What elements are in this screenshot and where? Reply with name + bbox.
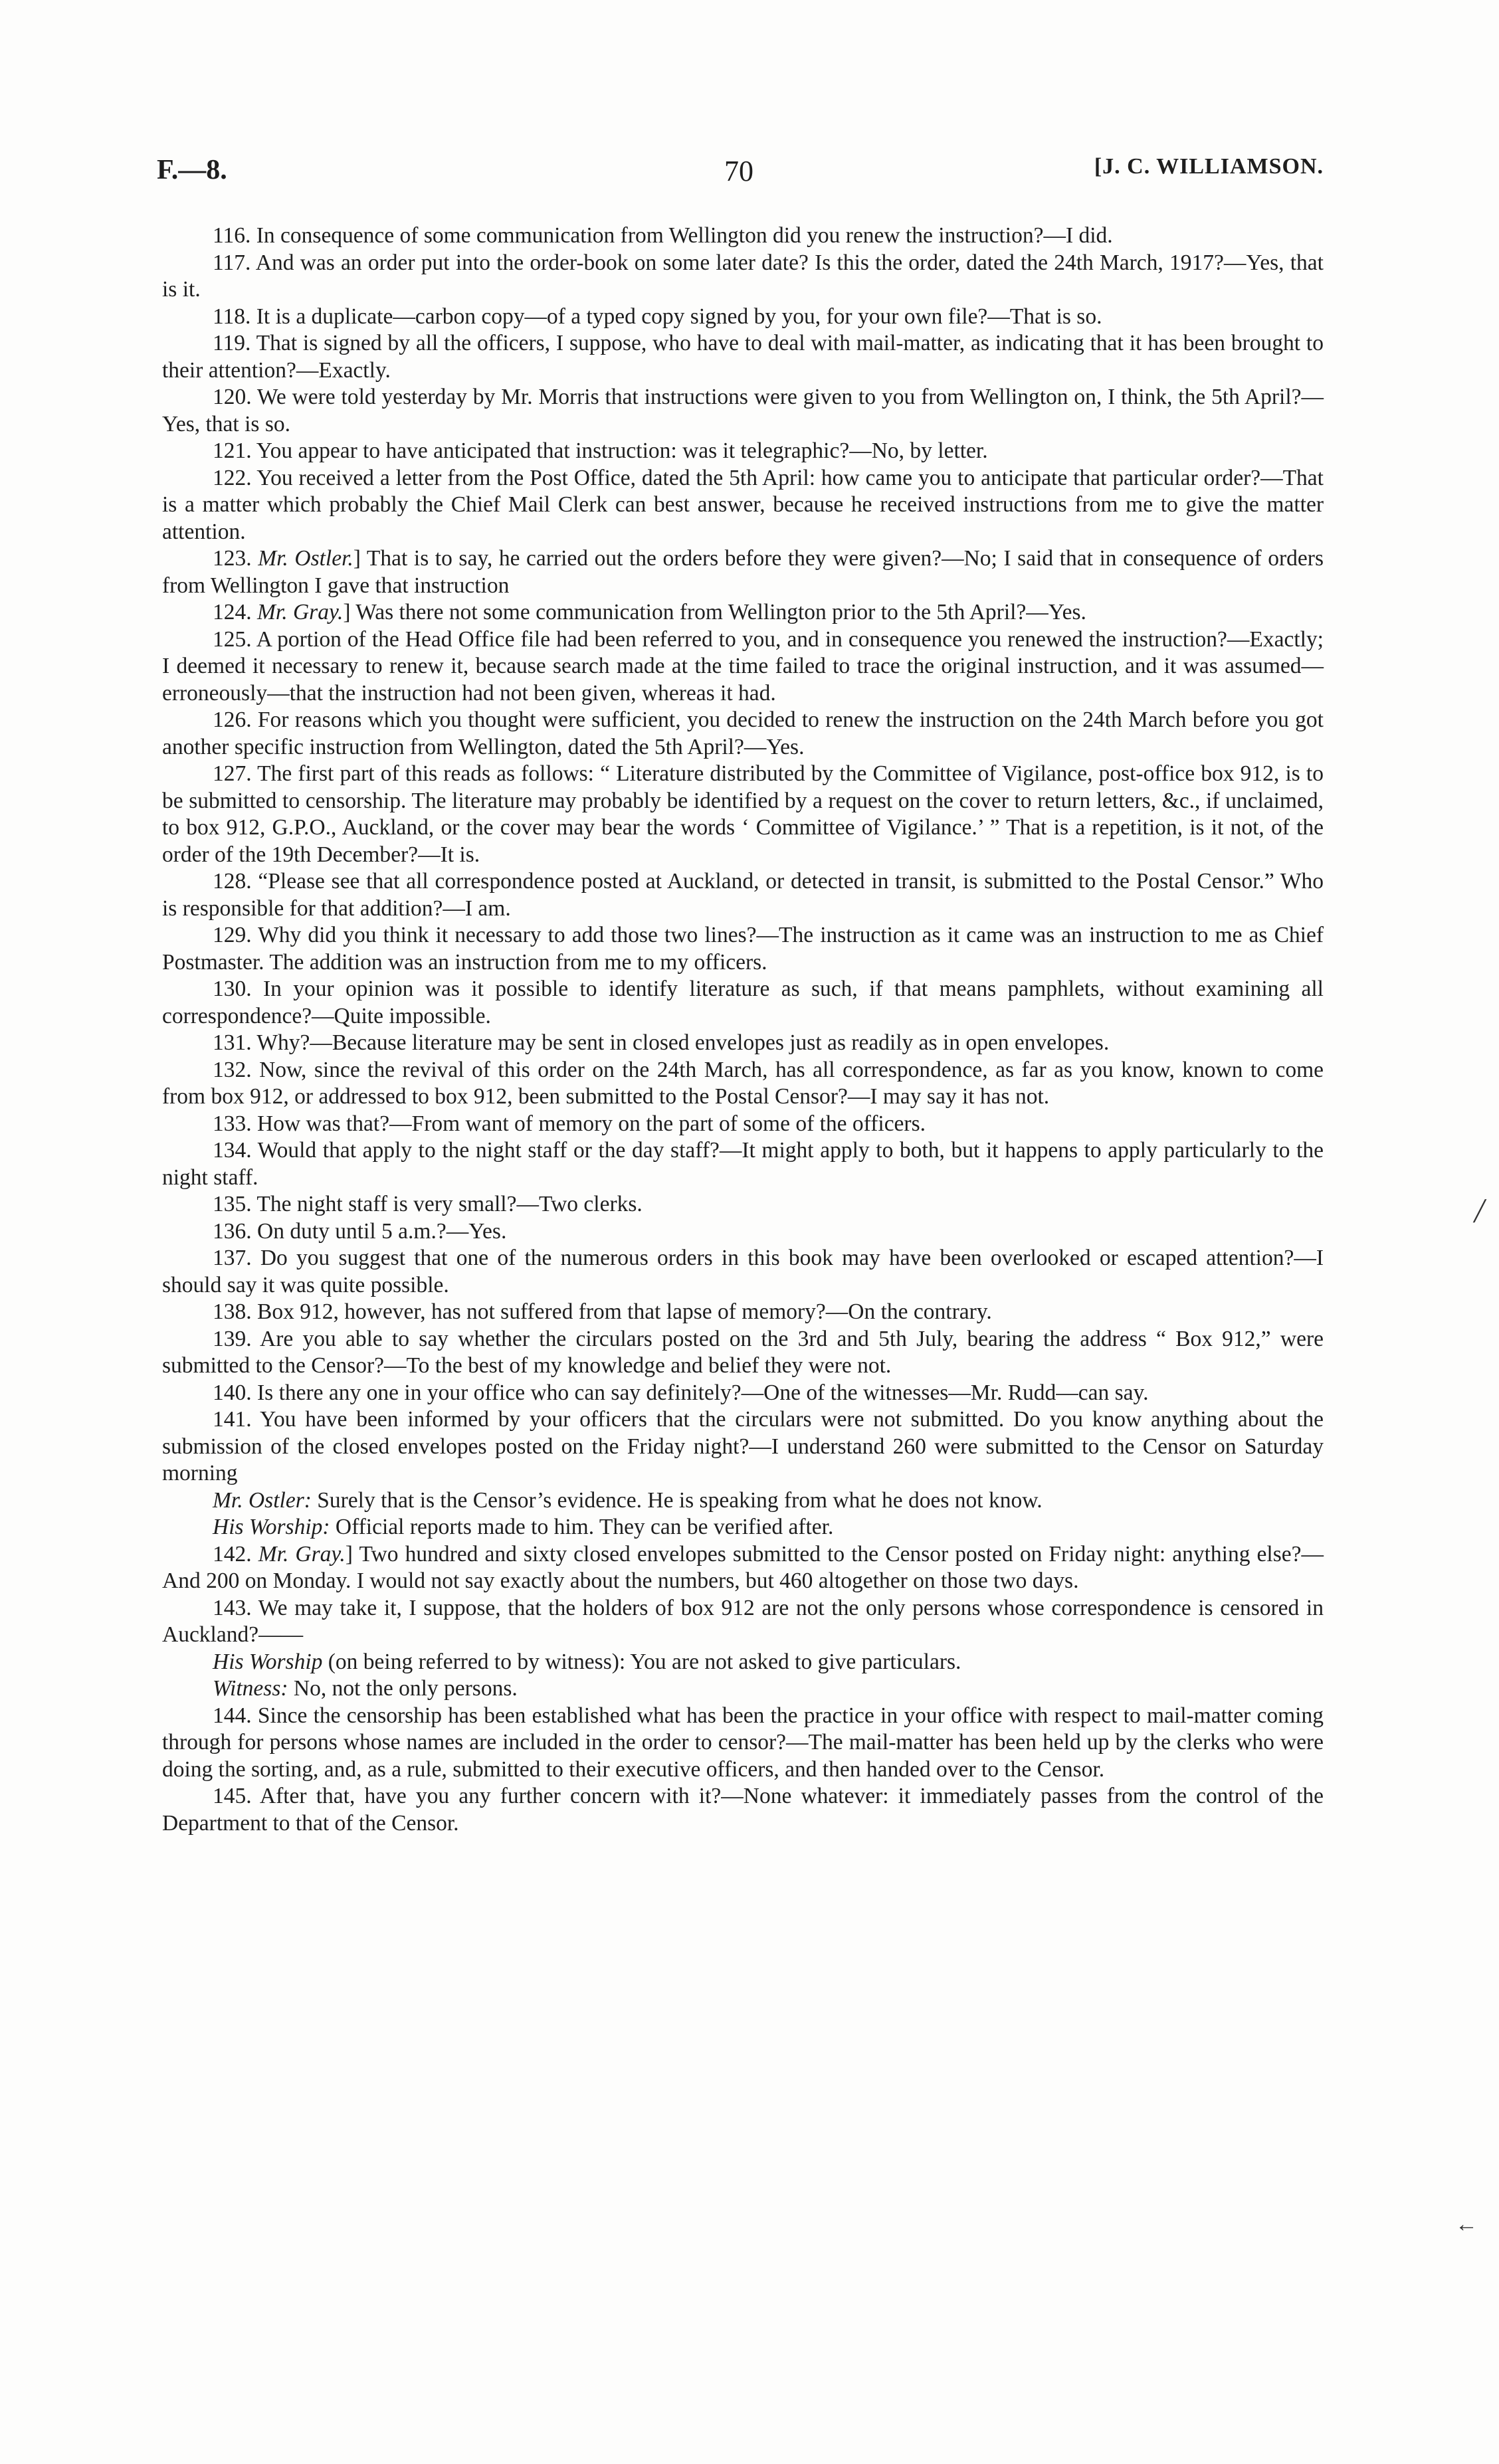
paragraph-124: 124. Mr. Gray.] Was there not some communication from Wellington prior to the 5th April?—Yes. [213, 600, 1086, 624]
paragraph-135: 135. The night staff is very small?—Two clerks. [213, 1192, 643, 1216]
interjection-ostler: Mr. Ostler: Surely that is the Censor’s evidence. He is speaking from what he does not know. [213, 1487, 1043, 1513]
paragraph-144: 144. Since the censorship has been established what has been the practice in your office with respect to mail-matter coming through for persons whose names are included in the order to censor?—The mail-matter has been held up by the clerks who were doing the sorting, and, as a rule, submitted to their executive officers, and then handed over to the Censor. [162, 1703, 1324, 1782]
paragraph-141: 141. You have been informed by your officers that the circulars were not submitted. Do you know anything about the submission of the closed envelopes posted on the Friday night?—I understand 260 were submitted to the Censor on Saturday morning [162, 1407, 1324, 1485]
paragraph-137: 137. Do you suggest that one of the numerous orders in this book may have been overlooked or escaped attention?—I should say it was quite possible. [162, 1246, 1324, 1297]
header-document-ref: F.—8. [157, 155, 227, 185]
paragraph-142: 142. Mr. Gray.] Two hundred and sixty closed envelopes submitted to the Censor posted on Friday night: anything else?—And 200 on Monday. I would not say exactly about the numbers, but 460 altogether on those two days. [162, 1541, 1324, 1593]
speaker-label: His Worship: [213, 1515, 330, 1539]
speaker-label: His Worship [213, 1649, 323, 1674]
paragraph-138: 138. Box 912, however, has not suffered from that lapse of memory?—On the contrary. [213, 1299, 992, 1324]
header-page-number: 70 [724, 155, 753, 187]
speaker-label: Witness: [213, 1676, 288, 1701]
paragraph-128: 128. “Please see that all correspondence posted at Auckland, or detected in transit, is submitted to the Postal Censor.” Who is responsible for that addition?—I am. [162, 869, 1324, 921]
speaker-label: Mr. Gray. [258, 1541, 346, 1566]
paragraph-132: 132. Now, since the revival of this order on the 24th March, has all correspondence, as far as you know, known to come from box 912, or addressed to box 912, been submitted to the Postal Censor?—I may say it has not. [162, 1057, 1324, 1109]
paragraph-121: 121. You appear to have anticipated that instruction: was it telegraphic?—No, by letter. [213, 438, 988, 463]
paragraph-116: 116. In consequence of some communication from Wellington did you renew the instruction?—I did. [213, 223, 1113, 248]
page-header [154, 154, 1324, 194]
document-body [162, 223, 1324, 1837]
interjection-witness: Witness: No, not the only persons. [213, 1676, 518, 1701]
paragraph-127: 127. The first part of this reads as follows: “ Literature distributed by the Committee of Vigilance, post-office box 912, is to be submitted to censorship. The literature may probably be identified by a request on the cover to return letters, &c., if unclaimed, to box 912, G.P.O., Auckland, or the cover may bear the words ‘ Committee of Vigilance.’ ” That is a repetition, is it not, of the order of the 19th December?—It is. [162, 761, 1324, 867]
paragraph-130: 130. In your opinion was it possible to identify literature as such, if that means pamphlets, without examining all correspondence?—Quite impossible. [162, 977, 1324, 1028]
speaker-label: Mr. Gray. [257, 600, 344, 624]
paragraph-139: 139. Are you able to say whether the circulars posted on the 3rd and 5th July, bearing the address “ Box 912,” were submitted to the Censor?—To the best of my knowledge and belief they were not. [162, 1326, 1324, 1378]
paragraph-119: 119. That is signed by all the officers, I suppose, who have to deal with mail-matter, as indicating that it has been brought to their attention?—Exactly. [162, 331, 1324, 383]
interjection-his-worship: His Worship: Official reports made to him. They can be verified after. [213, 1515, 834, 1539]
paragraph-125: 125. A portion of the Head Office file had been referred to you, and in consequence you renewed the instruction?—Exactly; I deemed it necessary to renew it, because search made at the time failed to trace the original instruction, and it was assumed—erroneously—that the instruction had not been given, whereas it had. [162, 626, 1324, 706]
paragraph-126: 126. For reasons which you thought were sufficient, you decided to renew the instruction on the 24th March before you got another specific instruction from Wellington, dated the 5th April?—Yes. [162, 708, 1324, 759]
paragraph-123: 123. Mr. Ostler.] That is to say, he carried out the orders before they were given?—No; I said that in consequence of orders from Wellington I gave that instruction [162, 546, 1324, 598]
interjection-his-worship-2: His Worship (on being referred to by witness): You are not asked to give particulars. [213, 1649, 961, 1674]
paragraph-136: 136. On duty until 5 a.m.?—Yes. [213, 1218, 507, 1244]
paragraph-122: 122. You received a letter from the Post Office, dated the 5th April: how came you to anticipate that particular order?—That is a matter which probably the Chief Mail Clerk can best answer, because he received instructions from me to give the matter attention. [162, 465, 1324, 544]
paragraph-129: 129. Why did you think it necessary to add those two lines?—The instruction as it came was an instruction to me as Chief Postmaster. The addition was an instruction from me to my officers. [162, 923, 1324, 975]
paragraph-143: 143. We may take it, I suppose, that the holders of box 912 are not the only persons whose correspondence is censored in Auckland?—— [162, 1595, 1324, 1647]
paragraph-133: 133. How was that?—From want of memory on the part of some of the officers. [213, 1111, 926, 1136]
speaker-label: Mr. Ostler: [213, 1487, 312, 1513]
paragraph-140: 140. Is there any one in your office who can say definitely?—One of the witnesses—Mr. Rudd—can say. [213, 1380, 1149, 1405]
paragraph-118: 118. It is a duplicate—carbon copy—of a typed copy signed by you, for your own file?—That is so. [213, 304, 1102, 329]
paragraph-134: 134. Would that apply to the night staff or the day staff?—It might apply to both, but it happens to apply particularly to the night staff. [162, 1138, 1324, 1190]
margin-mark-icon: ╱ [1474, 1200, 1486, 1222]
speaker-label: Mr. Ostler. [258, 546, 353, 571]
paragraph-145: 145. After that, have you any further concern with it?—None whatever: it immediately passes from the control of the Department to that of the Censor. [162, 1784, 1324, 1836]
paragraph-117: 117. And was an order put into the order-book on some later date? Is this the order, dated the 24th March, 1917?—Yes, that is it. [162, 250, 1324, 302]
paragraph-120: 120. We were told yesterday by Mr. Morris that instructions were given to you from Wellington on, I think, the 5th April?—Yes, that is so. [162, 385, 1324, 436]
paragraph-131: 131. Why?—Because literature may be sent in closed envelopes just as readily as in open envelopes. [213, 1030, 1110, 1055]
header-witness-name: [J. C. WILLIAMSON. [1094, 154, 1324, 179]
scan-mark-icon: ← [1455, 2212, 1478, 2237]
